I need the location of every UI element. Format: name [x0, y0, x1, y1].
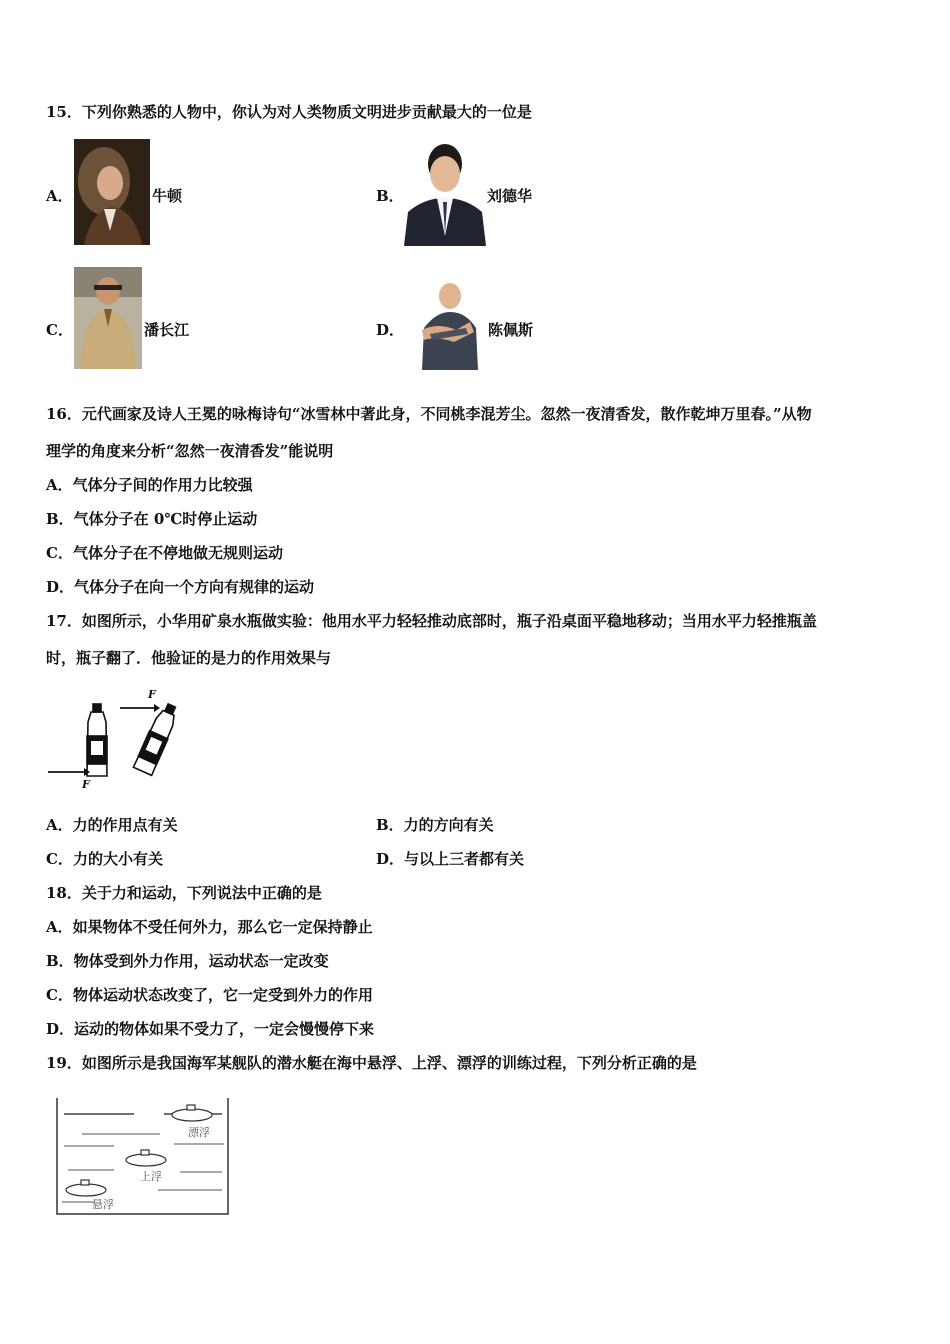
q18-option-d: D．运动的物体如果不受力了，一定会慢慢停下来 [46, 1020, 375, 1038]
q15-option-d-letter: D． [376, 321, 405, 339]
label-rise: 上浮 [140, 1170, 162, 1183]
label-suspend: 悬浮 [92, 1198, 114, 1211]
force-label-bottom: F [82, 778, 90, 791]
q18-option-c: C．物体运动状态改变了，它一定受到外力的作用 [46, 986, 373, 1004]
q15-option-a-text: 牛顿 [152, 187, 183, 205]
pan-changjiang-photo [74, 267, 142, 369]
q15-option-b-letter: B． [376, 187, 404, 205]
q18-option-a: A．如果物体不受任何外力，那么它一定保持静止 [46, 918, 373, 936]
q18-stem: 18．关于力和运动，下列说法中正确的是 [46, 884, 322, 902]
submarine-figure [54, 1094, 232, 1218]
q16-option-c: C．气体分子在不停地做无规则运动 [46, 544, 283, 562]
submarine-floating [172, 1105, 212, 1121]
q17-option-b: B．力的方向有关 [376, 816, 494, 834]
force-label-top: F [148, 688, 156, 701]
andy-lau-photo [404, 136, 486, 246]
bottle-push-figure [46, 688, 186, 792]
q17-option-d: D．与以上三者都有关 [376, 850, 525, 868]
q19-stem: 19．如图所示是我国海军某舰队的潜水艇在海中悬浮、上浮、漂浮的训练过程，下列分析正确的是 [46, 1054, 697, 1072]
tipped-bottle [133, 702, 181, 776]
q17-option-a: A．力的作用点有关 [46, 816, 178, 834]
q16-stem-line1: 16．元代画家及诗人王冕的咏梅诗句“冰雪林中著此身，不同桃李混芳尘。忽然一夜清香发，散作乾坤万里春。”从物 [46, 405, 812, 423]
q16-stem-line2: 理学的角度来分析“忽然一夜清香发”能说明 [46, 442, 334, 460]
upright-bottle [87, 704, 107, 776]
q18-option-b: B．物体受到外力作用，运动状态一定改变 [46, 952, 329, 970]
q17-stem-line2: 时，瓶子翻了．他验证的是力的作用效果与 [46, 649, 332, 667]
q15-option-d-text: 陈佩斯 [488, 321, 534, 339]
q17-stem-line1: 17．如图所示，小华用矿泉水瓶做实验：他用水平力轻轻推动底部时，瓶子沿桌面平稳地移动；当用水平力轻推瓶盖 [46, 612, 817, 630]
submarine-suspended [66, 1180, 106, 1196]
q15-option-c-letter: C． [46, 321, 73, 339]
chen-peisi-photo [408, 278, 486, 370]
q15-option-c-text: 潘长江 [144, 321, 190, 339]
q16-option-d: D．气体分子在向一个方向有规律的运动 [46, 578, 315, 596]
q16-option-b: B．气体分子在 0℃时停止运动 [46, 510, 258, 528]
q15-option-a-letter: A． [46, 187, 73, 205]
q17-option-c: C．力的大小有关 [46, 850, 163, 868]
label-float: 漂浮 [188, 1126, 210, 1139]
q16-option-a: A．气体分子间的作用力比较强 [46, 476, 253, 494]
q15-option-b-text: 刘德华 [487, 187, 533, 205]
q15-stem: 15．下列你熟悉的人物中，你认为对人类物质文明进步贡献最大的一位是 [46, 103, 532, 121]
newton-portrait [74, 139, 150, 245]
submarine-rising [126, 1150, 166, 1166]
